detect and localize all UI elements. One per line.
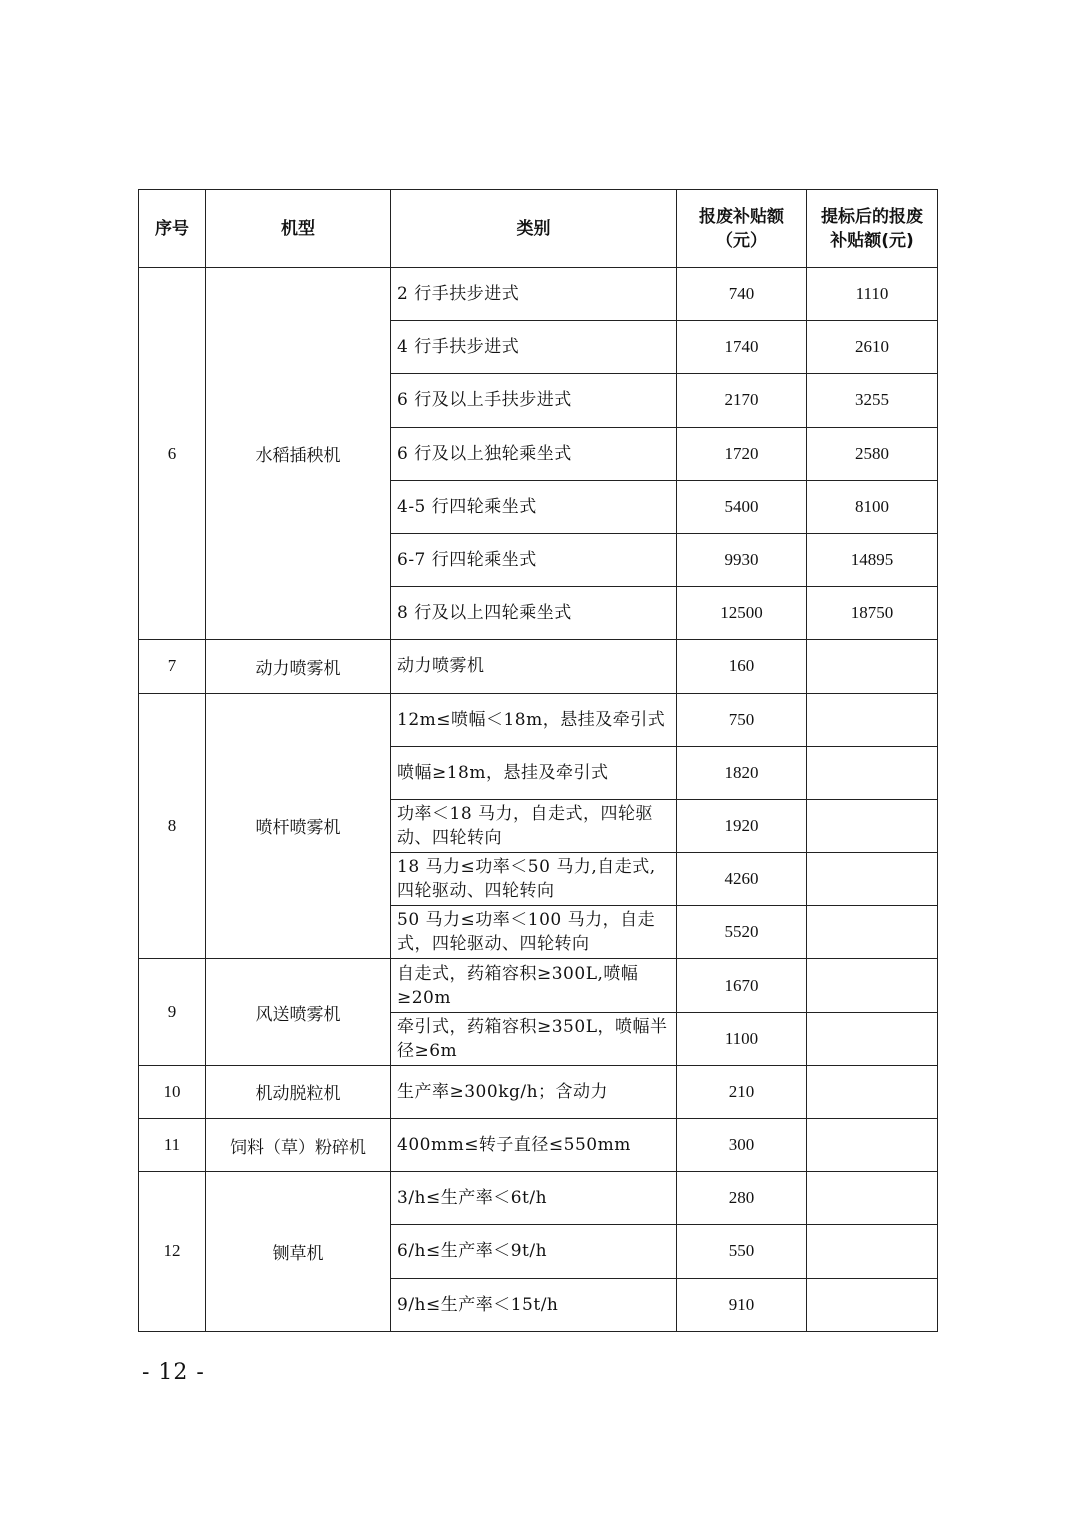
cell-raised-subsidy: 2580 <box>807 427 938 480</box>
cell-seq: 9 <box>139 959 206 1065</box>
cell-category: 生产率≥300kg/h；含动力 <box>391 1065 677 1118</box>
header-seq: 序号 <box>139 190 206 268</box>
cell-raised-subsidy <box>807 1012 938 1065</box>
page-number: - 12 - <box>142 1360 205 1385</box>
header-subsidy-line2: （元） <box>716 230 767 251</box>
cell-subsidy: 550 <box>677 1225 807 1278</box>
cell-category: 牵引式，药箱容积≥350L，喷幅半径≥6m <box>391 1012 677 1065</box>
cell-category: 6 行及以上独轮乘坐式 <box>391 427 677 480</box>
cell-category: 12m≤喷幅＜18m，悬挂及牵引式 <box>391 693 677 746</box>
table-row <box>139 959 938 1012</box>
cell-subsidy: 1740 <box>677 321 807 374</box>
cell-subsidy: 910 <box>677 1278 807 1331</box>
cell-model: 铡草机 <box>206 1172 391 1332</box>
cell-raised-subsidy <box>807 640 938 693</box>
cell-category: 3/h≤生产率＜6t/h <box>391 1172 677 1225</box>
cell-model: 水稻插秧机 <box>206 268 391 640</box>
header-category: 类别 <box>391 190 677 268</box>
cell-seq: 12 <box>139 1172 206 1332</box>
table-row <box>139 268 938 321</box>
cell-model: 动力喷雾机 <box>206 640 391 693</box>
cell-subsidy: 1100 <box>677 1012 807 1065</box>
cell-subsidy: 210 <box>677 1065 807 1118</box>
table-body <box>139 268 938 1332</box>
cell-category: 400mm≤转子直径≤550mm <box>391 1119 677 1172</box>
cell-category: 功率＜18 马力，自走式，四轮驱动、四轮转向 <box>391 799 677 852</box>
cell-subsidy: 5520 <box>677 906 807 959</box>
cell-category: 50 马力≤功率＜100 马力，自走式，四轮驱动、四轮转向 <box>391 906 677 959</box>
cell-raised-subsidy <box>807 1119 938 1172</box>
table-row <box>139 1172 938 1225</box>
cell-raised-subsidy <box>807 906 938 959</box>
cell-subsidy: 1920 <box>677 799 807 852</box>
cell-subsidy: 5400 <box>677 480 807 533</box>
cell-raised-subsidy <box>807 693 938 746</box>
cell-raised-subsidy: 1110 <box>807 268 938 321</box>
header-subsidy <box>677 190 807 268</box>
cell-raised-subsidy <box>807 1065 938 1118</box>
cell-model: 机动脱粒机 <box>206 1065 391 1118</box>
cell-model: 喷杆喷雾机 <box>206 693 391 959</box>
cell-subsidy: 9930 <box>677 533 807 586</box>
cell-category: 6 行及以上手扶步进式 <box>391 374 677 427</box>
cell-raised-subsidy <box>807 1225 938 1278</box>
cell-raised-subsidy: 2610 <box>807 321 938 374</box>
cell-raised-subsidy <box>807 959 938 1012</box>
header-raised-line2: 补贴额(元) <box>830 230 914 251</box>
cell-category: 8 行及以上四轮乘坐式 <box>391 587 677 640</box>
header-raised-line1: 提标后的报废 <box>821 206 923 227</box>
cell-seq: 10 <box>139 1065 206 1118</box>
cell-category: 自走式，药箱容积≥300L,喷幅≥20m <box>391 959 677 1012</box>
cell-seq: 11 <box>139 1119 206 1172</box>
cell-category: 4-5 行四轮乘坐式 <box>391 480 677 533</box>
cell-category: 2 行手扶步进式 <box>391 268 677 321</box>
cell-raised-subsidy <box>807 853 938 906</box>
cell-subsidy: 1670 <box>677 959 807 1012</box>
cell-subsidy: 160 <box>677 640 807 693</box>
cell-raised-subsidy: 14895 <box>807 533 938 586</box>
cell-subsidy: 12500 <box>677 587 807 640</box>
cell-subsidy: 1820 <box>677 746 807 799</box>
cell-model: 饲料（草）粉碎机 <box>206 1119 391 1172</box>
header-raised-subsidy <box>807 190 938 268</box>
cell-model: 风送喷雾机 <box>206 959 391 1065</box>
cell-raised-subsidy <box>807 1278 938 1331</box>
cell-raised-subsidy <box>807 746 938 799</box>
table-row <box>139 1065 938 1118</box>
header-model: 机型 <box>206 190 391 268</box>
table-header-row <box>139 190 938 268</box>
cell-subsidy: 750 <box>677 693 807 746</box>
cell-subsidy: 4260 <box>677 853 807 906</box>
cell-category: 9/h≤生产率＜15t/h <box>391 1278 677 1331</box>
cell-subsidy: 2170 <box>677 374 807 427</box>
cell-category: 4 行手扶步进式 <box>391 321 677 374</box>
cell-subsidy: 300 <box>677 1119 807 1172</box>
cell-raised-subsidy <box>807 799 938 852</box>
cell-subsidy: 1720 <box>677 427 807 480</box>
cell-category: 6/h≤生产率＜9t/h <box>391 1225 677 1278</box>
table-row <box>139 693 938 746</box>
cell-raised-subsidy: 8100 <box>807 480 938 533</box>
cell-category: 喷幅≥18m，悬挂及牵引式 <box>391 746 677 799</box>
header-subsidy-line1: 报废补贴额 <box>699 206 784 227</box>
table-row <box>139 1119 938 1172</box>
cell-raised-subsidy: 18750 <box>807 587 938 640</box>
cell-seq: 7 <box>139 640 206 693</box>
subsidy-table <box>138 189 938 1332</box>
cell-seq: 8 <box>139 693 206 959</box>
cell-raised-subsidy: 3255 <box>807 374 938 427</box>
cell-category: 动力喷雾机 <box>391 640 677 693</box>
cell-subsidy: 280 <box>677 1172 807 1225</box>
cell-raised-subsidy <box>807 1172 938 1225</box>
cell-subsidy: 740 <box>677 268 807 321</box>
cell-category: 6-7 行四轮乘坐式 <box>391 533 677 586</box>
cell-category: 18 马力≤功率＜50 马力,自走式,四轮驱动、四轮转向 <box>391 853 677 906</box>
table-row <box>139 640 938 693</box>
cell-seq: 6 <box>139 268 206 640</box>
